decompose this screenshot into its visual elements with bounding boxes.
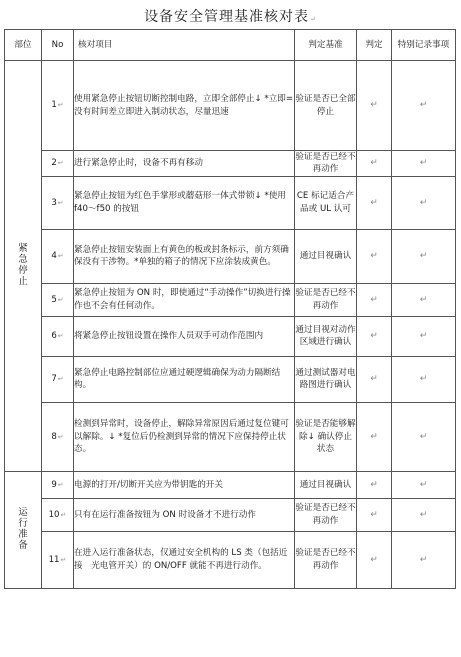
paragraph-mark: ↵: [57, 480, 64, 489]
criteria-text: 通过测试器对电路图进行确认: [295, 356, 357, 402]
criteria-text: 验证是否已经不再动作: [295, 531, 357, 588]
paragraph-mark: ↵: [57, 432, 64, 441]
judge-cell[interactable]: [357, 471, 392, 498]
paragraph-mark: ↵: [370, 331, 378, 342]
remark-cell[interactable]: [392, 176, 456, 229]
judge-cell[interactable]: [357, 61, 392, 151]
criteria-text: 通过目视确认: [295, 229, 357, 283]
header-judge: 判定: [357, 30, 392, 61]
check-item-text: 在进入运行准备状态，仅通过安全机构的 LS 类（包括近接 光电管开关）的 ON/OFF 就能不再进行动作。: [74, 531, 295, 588]
paragraph-mark: ↵: [370, 251, 378, 262]
judge-cell[interactable]: [357, 229, 392, 283]
paragraph-mark: ↵: [419, 554, 428, 565]
row-number-text: 7: [51, 374, 57, 385]
paragraph-mark: ↵: [419, 374, 428, 385]
judge-cell[interactable]: [357, 402, 392, 471]
row-number: [42, 531, 74, 588]
paragraph-mark: ↵: [370, 158, 378, 169]
check-item-text: 将紧急停止按钮设置在操作人员双手可动作范围内: [74, 316, 295, 356]
paragraph-mark: ↵: [57, 295, 64, 304]
paragraph-mark: ↵: [419, 158, 428, 169]
remark-cell[interactable]: [392, 498, 456, 531]
table-row: [5, 498, 456, 531]
section-part-cell: [5, 61, 42, 472]
paragraph-mark: ↵: [419, 479, 428, 490]
row-number-text: 3: [51, 197, 57, 208]
row-number-text: 1: [51, 100, 57, 111]
section-name: 运行准备: [18, 507, 28, 552]
criteria-text: 验证是否能够解除↓ 确认停止状态: [295, 402, 357, 471]
row-number: [42, 316, 74, 356]
remark-cell[interactable]: [392, 151, 456, 177]
row-number: [42, 176, 74, 229]
paragraph-mark: ↵: [419, 431, 428, 442]
paragraph-mark: ↵: [370, 431, 378, 442]
row-number: [42, 356, 74, 402]
check-item-text: 紧急停止按钮安装面上有黄色的板或封条标示，前方须确保没有干涉物。*单独的箱子的情况下应涂装成黄色。: [74, 229, 295, 283]
judge-cell[interactable]: [357, 176, 392, 229]
check-table: [4, 29, 456, 589]
row-number-text: 9: [51, 479, 57, 490]
check-item-text: 只有在运行准备按钮为 ON 时设备才不进行动作: [74, 498, 295, 531]
paragraph-mark: ↵: [370, 197, 378, 208]
paragraph-mark: ↵: [60, 510, 67, 519]
table-row: [5, 402, 456, 471]
header-no: No: [42, 30, 74, 61]
row-number: [42, 229, 74, 283]
paragraph-mark: ↵: [57, 198, 64, 207]
criteria-text: 验证是否已经不再动作: [295, 152, 356, 175]
check-item-text: 紧急停止按钮为 ON 时，即使通过“手动操作”切换进行操作也不会有任何动作。: [74, 283, 295, 316]
table-row: [5, 229, 456, 283]
paragraph-mark: ↵: [370, 479, 378, 490]
remark-cell[interactable]: [392, 61, 456, 151]
paragraph-mark: ↵: [57, 101, 64, 110]
section-part-cell: [5, 471, 42, 588]
row-number-text: 4: [51, 251, 57, 262]
criteria-text: 验证是否已经不再动作: [295, 498, 357, 531]
paragraph-mark: ↵: [419, 197, 428, 208]
paragraph-mark: ↵: [370, 294, 378, 305]
paragraph-mark: ↵: [419, 251, 428, 262]
header-item: 核对项目: [74, 30, 295, 61]
row-number: [42, 471, 74, 498]
row-number-text: 11: [48, 554, 60, 565]
table-row: [5, 356, 456, 402]
page-title: 设备安全管理基准核对表↵: [144, 9, 317, 25]
remark-cell[interactable]: [392, 471, 456, 498]
header-part: 部位: [5, 30, 42, 61]
table-row: [5, 176, 456, 229]
check-item-text: 电源的打开/切断开关应为带钥匙的开关: [74, 471, 295, 498]
judge-cell[interactable]: [357, 531, 392, 588]
judge-cell[interactable]: [357, 316, 392, 356]
criteria-text: 通过目视对动作区域进行确认: [295, 316, 357, 356]
paragraph-mark: ↵: [57, 252, 64, 261]
remark-cell[interactable]: [392, 531, 456, 588]
remark-cell[interactable]: [392, 283, 456, 316]
check-item-text: 使用紧急停止按钮切断控制电路，立即全部停止↓ *立即=没有时间差立即进入制动状态，尽量迅速: [74, 61, 295, 151]
remark-cell[interactable]: [392, 356, 456, 402]
header-row: [5, 30, 456, 61]
row-number-text: 5: [51, 294, 57, 305]
table-row: [5, 471, 456, 498]
row-number-text: 10: [48, 509, 60, 520]
criteria-text: 验证是否已全部停止: [295, 61, 357, 151]
table-row: [5, 531, 456, 588]
header-remark: 特别记录事项: [392, 30, 456, 61]
paragraph-mark: ↵: [57, 332, 64, 341]
remark-cell[interactable]: [392, 229, 456, 283]
table-row: [5, 283, 456, 316]
judge-cell[interactable]: [357, 283, 392, 316]
row-number: [42, 498, 74, 531]
row-number-text: 2: [51, 158, 57, 169]
check-item-text: 检测到异常时，设备停止，解除异常原因后通过复位键可以解除。↓ *复位后仍检测到异常的情况下应保持停止状态。: [74, 402, 295, 471]
table-row: [5, 61, 456, 151]
paragraph-mark: ↵: [57, 375, 64, 384]
row-number: [42, 402, 74, 471]
paragraph-mark: ↵: [419, 509, 428, 520]
table-row: [5, 316, 456, 356]
criteria-text: 通过目视确认: [295, 471, 357, 498]
check-item-text: 紧急停止按钮为红色手掌形或蘑菇形一体式带锁↓ *使用 f40～f50 的按钮: [74, 176, 295, 229]
row-number: [42, 283, 74, 316]
row-number-text: 8: [51, 431, 57, 442]
criteria-text: CE 标记适合产品或 UL 认可: [295, 176, 357, 229]
paragraph-mark: ↵: [370, 509, 378, 520]
header-criteria: 判定基准: [295, 30, 357, 61]
paragraph-mark: ↵: [419, 100, 428, 111]
paragraph-mark: ↵: [370, 554, 378, 565]
check-item-text: 进行紧急停止时，设备不再有移动: [74, 151, 295, 177]
judge-cell[interactable]: [357, 151, 392, 177]
criteria-text: 验证是否已经不再动作: [295, 283, 357, 316]
judge-cell[interactable]: [357, 356, 392, 402]
table-row: [5, 151, 456, 177]
paragraph-mark: ↵: [419, 331, 428, 342]
paragraph-mark: ↵: [370, 100, 378, 111]
remark-cell[interactable]: [392, 316, 456, 356]
paragraph-mark: ↵: [370, 374, 378, 385]
paragraph-mark: ↵: [419, 294, 428, 305]
paragraph-mark: ↵: [57, 159, 64, 168]
judge-cell[interactable]: [357, 498, 392, 531]
check-item-text: 紧急停止电路控制部位应通过硬逻辑确保为动力隔断结构。: [74, 356, 295, 402]
paragraph-mark: ↵: [60, 555, 67, 564]
row-number-text: 6: [51, 331, 57, 342]
row-number: [42, 151, 74, 177]
section-name: 紧急停止: [18, 243, 28, 288]
row-number: [42, 61, 74, 151]
remark-cell[interactable]: [392, 402, 456, 471]
